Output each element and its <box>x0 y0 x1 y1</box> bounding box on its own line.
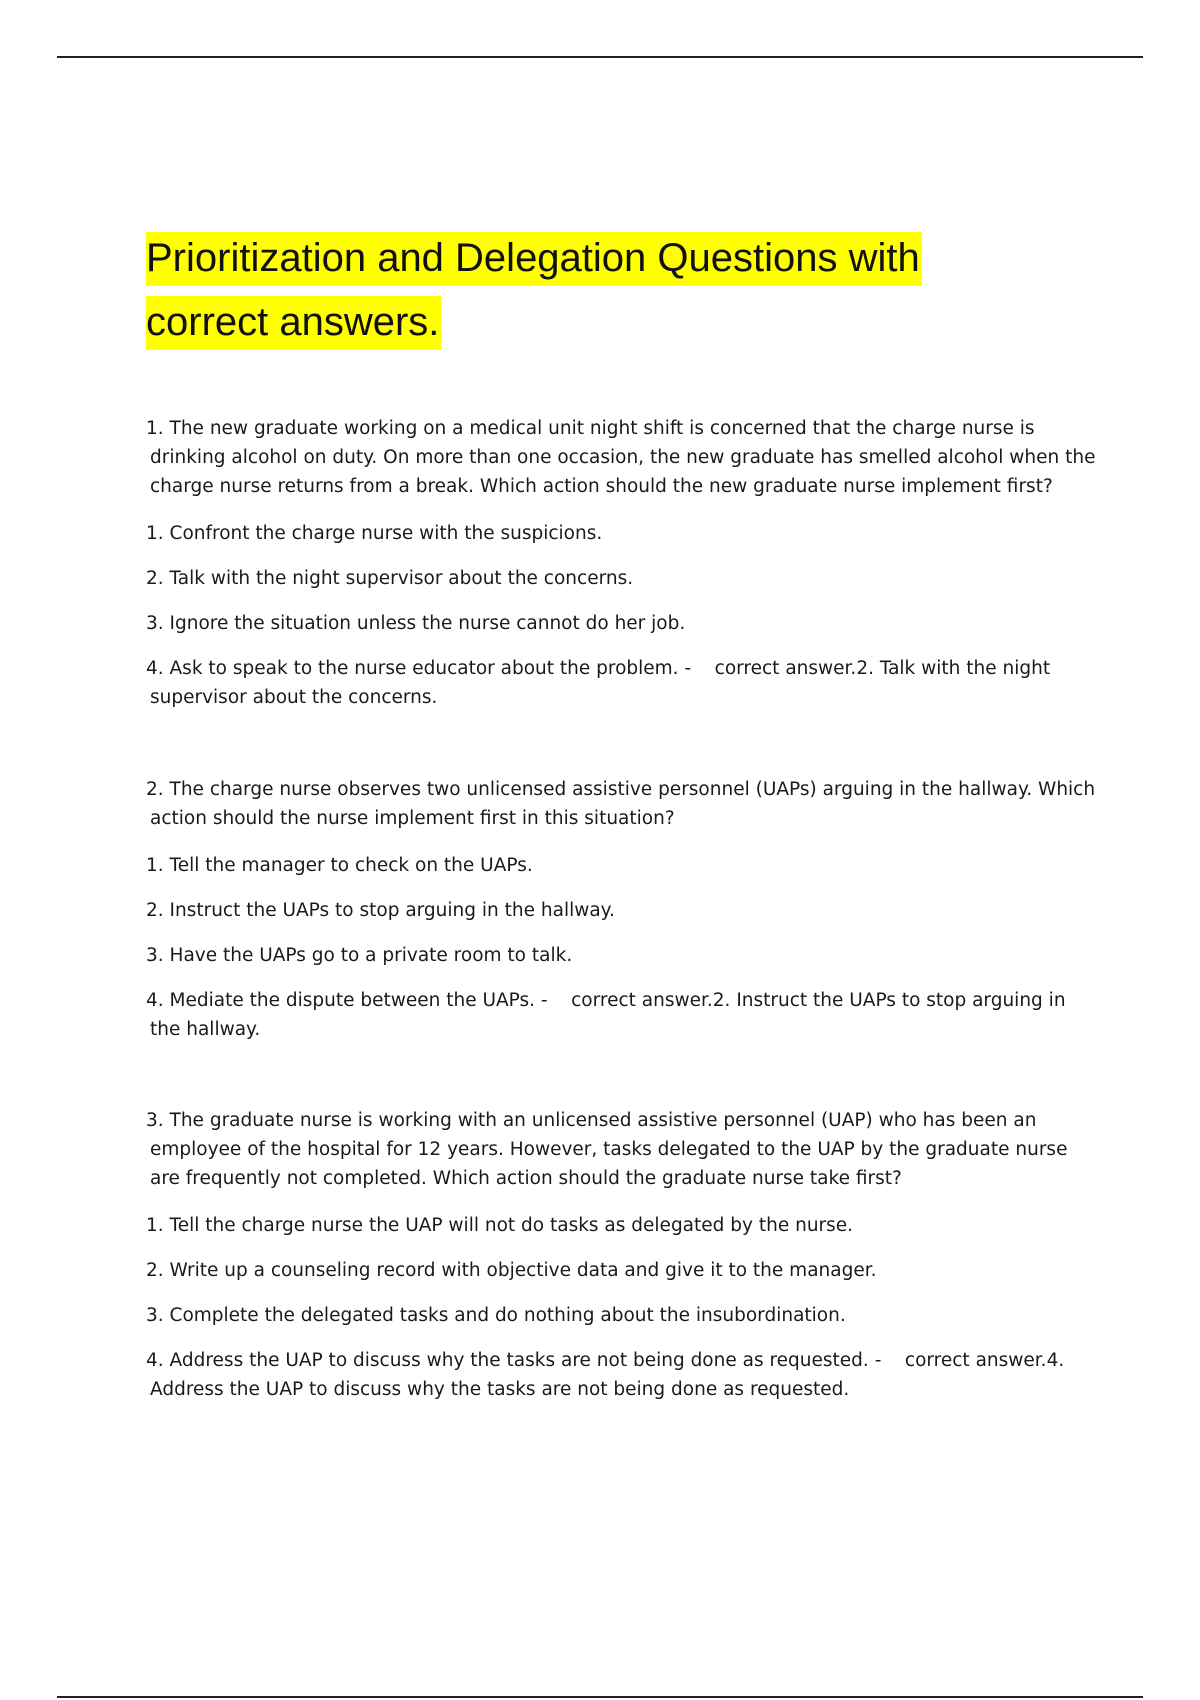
question-stem: 1. The new graduate working on a medical unit night shift is concerned that the charge nurse is drinking alcohol on duty. On more than one occasion, the new graduate has smelled alcohol when the charge nurse returns from a break. Which action should the new graduate nurse implement first? <box>146 418 1096 497</box>
question-stem: 3. The graduate nurse is working with an unlicensed assistive personnel (UAP) who has been an employee of the hospital for 12 years. However, tasks delegated to the UAP by the graduate nurse are frequently not completed. Which action should the graduate nurse take first? <box>146 1110 1068 1189</box>
answer-option-3: 3. Ignore the situation unless the nurse cannot do her job. <box>146 613 686 634</box>
answer-option-4-with-correct-answer <box>146 654 1096 712</box>
title-highlight-line2: correct answers. <box>146 296 441 350</box>
answer-option-3: 3. Have the UAPs go to a private room to talk. <box>146 945 573 966</box>
answer-option-4: 4. Ask to speak to the nurse educator about the problem. <box>146 658 679 679</box>
answer-option-1: 1. Tell the manager to check on the UAPs. <box>146 855 533 876</box>
header-rule <box>57 56 1143 58</box>
footer-rule <box>57 1696 1143 1698</box>
correct-answer: correct answer.4. Address the UAP to discuss why the tasks are not being done as requested. <box>150 1350 1065 1400</box>
question-stem: 2. The charge nurse observes two unlicensed assistive personnel (UAPs) arguing in the hallway. Which action should the nurse implement first in this situation? <box>146 779 1096 829</box>
answer-separator: - <box>535 990 572 1011</box>
correct-answer: correct answer.2. Talk with the night supervisor about the concerns. <box>150 658 1051 708</box>
question-block-1 <box>146 414 1096 728</box>
correct-answer: correct answer.2. Instruct the UAPs to stop arguing in the hallway. <box>150 990 1066 1040</box>
answer-option-2: 2. Instruct the UAPs to stop arguing in the hallway. <box>146 900 615 921</box>
answer-option-4-with-correct-answer <box>146 1346 1096 1404</box>
answer-option-3: 3. Complete the delegated tasks and do nothing about the insubordination. <box>146 1305 846 1326</box>
question-block-3 <box>146 1106 1096 1420</box>
answer-option-4: 4. Mediate the dispute between the UAPs. <box>146 990 536 1011</box>
title-highlight-line1: Prioritization and Delegation Questions with <box>146 232 922 286</box>
answer-option-4: 4. Address the UAP to discuss why the tasks are not being done as requested. <box>146 1350 869 1371</box>
question-block-2 <box>146 775 1096 1060</box>
answer-separator: - <box>868 1350 905 1371</box>
answer-option-1: 1. Confront the charge nurse with the suspicions. <box>146 523 603 544</box>
answer-separator: - <box>678 658 715 679</box>
document-title <box>146 226 1046 354</box>
answer-option-2: 2. Talk with the night supervisor about the concerns. <box>146 568 634 589</box>
answer-option-1: 1. Tell the charge nurse the UAP will not do tasks as delegated by the nurse. <box>146 1215 854 1236</box>
answer-option-2: 2. Write up a counseling record with objective data and give it to the manager. <box>146 1260 877 1281</box>
answer-option-4-with-correct-answer <box>146 986 1096 1044</box>
